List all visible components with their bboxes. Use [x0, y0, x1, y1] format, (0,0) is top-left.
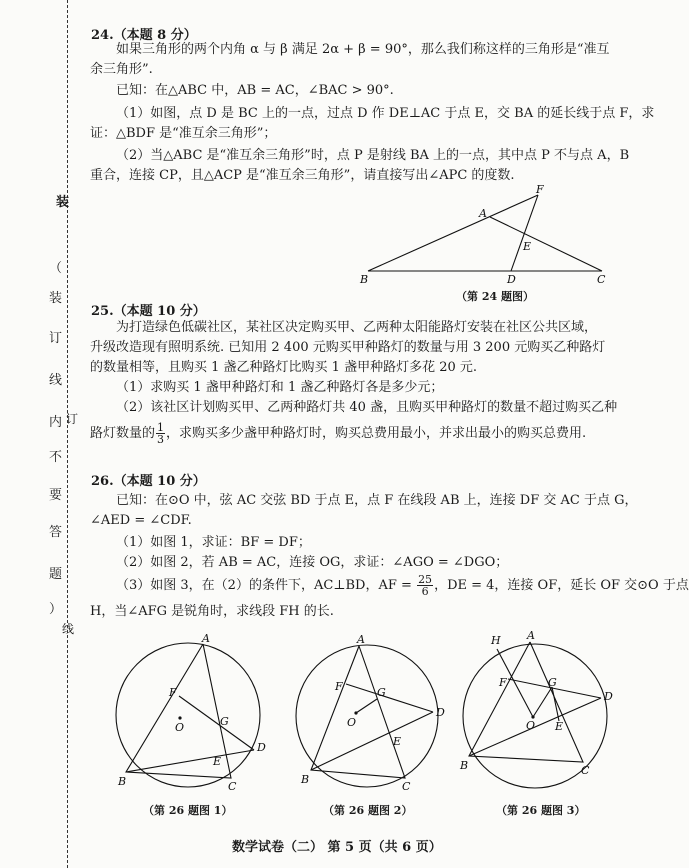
- fig3-segment-OG: [533, 687, 552, 717]
- binding-small-ding: 订: [66, 412, 79, 426]
- fig1-label-F: F: [169, 686, 177, 699]
- q25-title: 25.（本题 10 分）: [91, 304, 206, 319]
- binding-char-zhuang: 装: [56, 195, 70, 210]
- q26-figure-1: [100, 630, 280, 793]
- binding-char-paren-close: ）: [49, 602, 63, 617]
- q26-line-4: （2）如图 2，若 AB = AC，连接 OG，求证：∠AGO = ∠DGO；: [116, 555, 509, 570]
- binding-char-bu: 不: [49, 450, 63, 465]
- q26-line-2: ∠AED = ∠CDF.: [90, 513, 192, 528]
- fig1-label-G: G: [220, 715, 229, 728]
- fig3-label-C: C: [581, 764, 590, 777]
- fig2-circle: [296, 645, 438, 787]
- q25-line-2: 升级改造现有照明系统. 已知用 2 400 元购买甲种路灯的数量与用 3 200 元购买乙种路灯: [90, 340, 606, 355]
- q26-title: 26.（本题 10 分）: [91, 474, 206, 489]
- binding-char-ding: 订: [49, 331, 63, 346]
- q26-line-5-start: （3）如图 3，在（2）的条件下，AC⊥BD，AF =: [116, 578, 417, 593]
- q24-segment-BF: [368, 195, 538, 271]
- q25-line-6: [90, 420, 586, 448]
- fig3-label-O: O: [526, 719, 536, 732]
- fig2-segment-BD: [311, 712, 433, 770]
- q24-line-1: 如果三角形的两个内角 α 与 β 满足 2α + β = 90°，那么我们称这样的三角形是“准互: [116, 42, 610, 57]
- q26-line-6: H，当∠AFG 是锐角时，求线段 FH 的长.: [90, 604, 334, 619]
- q24-segment-DF: [511, 195, 538, 271]
- q26-line-5-end: ，DE = 4，连接 OF，延长 OF 交⊙O 于点: [434, 578, 689, 593]
- q24-label-E: E: [523, 240, 532, 253]
- fig3-label-A: A: [527, 629, 535, 642]
- fig3-label-G: G: [548, 676, 557, 689]
- fig1-label-E: E: [213, 755, 222, 768]
- fig1-segment-DF: [179, 696, 254, 750]
- fig1-center-dot: [178, 716, 181, 719]
- q26-fraction-denominator: 6: [421, 585, 429, 598]
- page-footer: 数学试卷（二） 第 5 页（共 6 页）: [232, 840, 442, 855]
- q26-fraction-25-6: [417, 574, 433, 597]
- q25-line-6-end: ，求购买多少盏甲种路灯时，购买总费用最小，并求出最小的购买总费用.: [166, 426, 587, 441]
- fig2-label-A: A: [357, 633, 365, 646]
- binding-char-nei: 内: [49, 415, 63, 430]
- q25-line-1: 为打造绿色低碳社区，某社区决定购买甲、乙两种太阳能路灯安装在社区公共区域，: [116, 320, 598, 335]
- q25-fraction-numerator: 1: [157, 421, 165, 434]
- fig2-label-O: O: [347, 716, 357, 729]
- q24-figure-caption: （第 24 题图）: [456, 290, 534, 303]
- fig2-label-D: D: [436, 706, 445, 719]
- fig2-label-G: G: [377, 686, 386, 699]
- q24-line-3: 已知：在△ABC 中，AB = AC，∠BAC > 90°.: [116, 83, 394, 98]
- q26-figure-2: [285, 630, 450, 793]
- binding-small-xian: 线: [62, 622, 75, 636]
- q25-line-4: （1）求购买 1 盏甲种路灯和 1 盏乙种路灯各是多少元；: [116, 380, 444, 395]
- q24-segment-AC: [490, 217, 602, 271]
- fig1-label-D: D: [257, 741, 266, 754]
- q26-fraction-numerator: 25: [418, 573, 433, 586]
- fig1-segment-BD: [126, 750, 254, 772]
- binding-char-yao: 要: [49, 488, 63, 503]
- q25-fraction-denominator: 3: [157, 433, 165, 446]
- q26-figure-2-caption: （第 26 题图 2）: [323, 804, 413, 817]
- fig1-circle: [116, 643, 260, 787]
- q26-line-3: （1）如图 1，求证：BF = DF；: [116, 535, 311, 550]
- q26-figure-3-caption: （第 26 题图 3）: [496, 804, 586, 817]
- q26-line-1: 已知：在⊙O 中，弦 AC 交弦 BD 于点 E，点 F 在线段 AB 上，连接 DF 交 AC 于点 G，: [116, 493, 638, 508]
- q24-line-7: 重合，连接 CP，且△ACP 是“准互余三角形”，请直接写出∠APC 的度数.: [90, 168, 515, 183]
- fig3-label-F: F: [499, 676, 507, 689]
- fig3-label-H: H: [491, 634, 501, 647]
- fig2-label-B: B: [301, 773, 310, 786]
- fig3-triangle-ABC: [469, 642, 583, 762]
- q25-line-3: 的数量相等，且购买 1 盏乙种路灯比购买 1 盏甲种路灯多花 20 元.: [90, 360, 478, 375]
- fig2-label-E: E: [393, 735, 402, 748]
- fig1-label-O: O: [175, 721, 185, 734]
- q24-label-D: D: [507, 273, 516, 286]
- q24-figure: [356, 184, 616, 284]
- binding-char-paren-open: （: [49, 261, 63, 276]
- q24-line-4: （1）如图，点 D 是 BC 上的一点，过点 D 作 DE⊥AC 于点 E，交 BA 的延长线于点 F，求: [116, 106, 655, 121]
- binding-char-da: 答: [49, 525, 63, 540]
- q24-title: 24.（本题 8 分）: [91, 28, 197, 43]
- fig3-label-D: D: [604, 690, 613, 703]
- binding-margin-dashed-line: [67, 0, 68, 868]
- binding-char-ti: 题: [49, 567, 63, 582]
- fig2-center-dot: [354, 711, 357, 714]
- q24-label-A: A: [479, 207, 487, 220]
- q24-line-5: 证：△BDF 是“准互余三角形”；: [90, 126, 277, 141]
- fig3-label-B: B: [460, 759, 469, 772]
- q26-figure-3: [455, 630, 620, 790]
- q25-fraction-one-third: [156, 422, 165, 445]
- q24-line-2: 余三角形”.: [90, 62, 153, 77]
- fig1-label-A: A: [202, 632, 210, 645]
- q25-line-6-start: 路灯数量的: [90, 426, 156, 441]
- q26-line-5: [116, 572, 689, 600]
- q24-line-6: （2）当△ABC 是“准互余三角形”时，点 P 是射线 BA 上的一点，其中点 P 不与点 A，B: [116, 148, 630, 163]
- fig2-label-F: F: [335, 680, 343, 693]
- q25-line-5: （2）该社区计划购买甲、乙两种路灯共 40 盏，且购买甲种路灯的数量不超过购买乙种: [116, 400, 618, 415]
- q26-figure-1-caption: （第 26 题图 1）: [143, 804, 233, 817]
- fig2-label-C: C: [402, 780, 411, 793]
- fig1-label-C: C: [228, 780, 237, 793]
- fig2-segment-DF: [346, 684, 433, 712]
- q24-label-C: C: [597, 273, 606, 286]
- fig1-label-B: B: [118, 775, 127, 788]
- q24-label-F: F: [536, 183, 544, 196]
- fig3-label-E: E: [555, 720, 564, 733]
- fig2-segment-OG: [356, 699, 377, 713]
- binding-char-xian: 线: [49, 373, 63, 388]
- q24-label-B: B: [360, 273, 369, 286]
- binding-char-zhuang-2: 装: [49, 291, 63, 306]
